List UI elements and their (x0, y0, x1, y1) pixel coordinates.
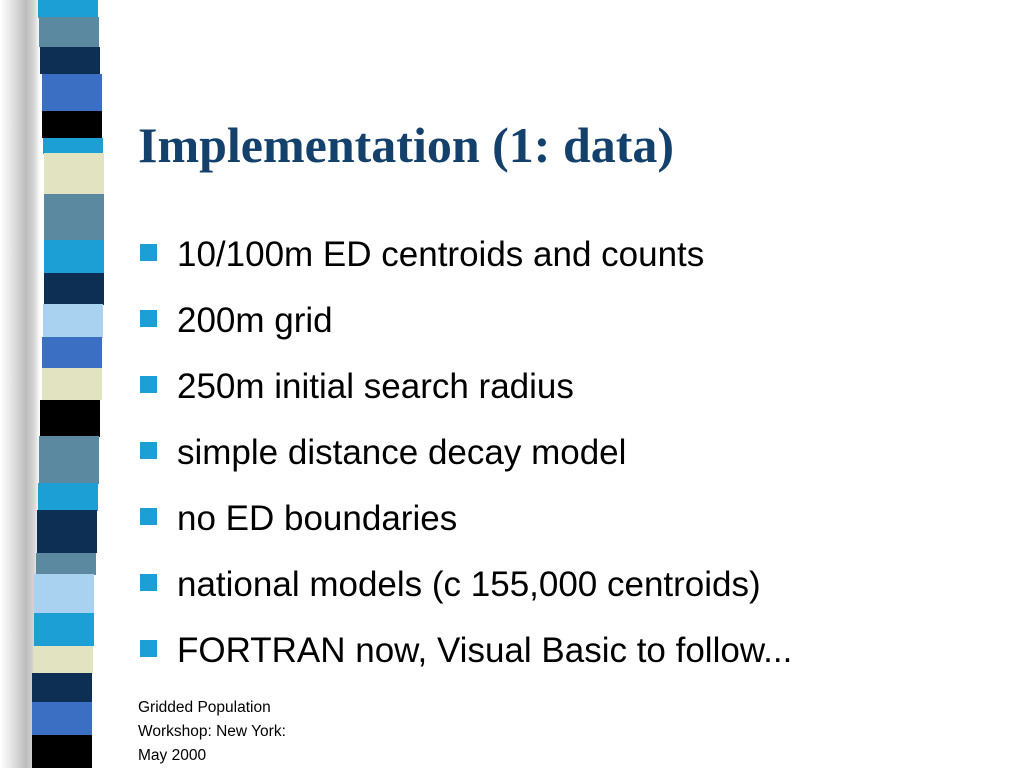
list-item (140, 228, 1020, 282)
square-bullet-icon (140, 442, 157, 459)
decoration-stripe (42, 368, 102, 400)
list-item-label: 10/100m ED centroids and counts (177, 235, 705, 274)
decoration-stripe (32, 673, 92, 703)
footer-line-3: May 2000 (138, 747, 207, 764)
decoration-stripe (44, 240, 104, 274)
list-item-label: 200m grid (177, 301, 333, 340)
square-bullet-icon (140, 508, 157, 525)
square-bullet-icon (140, 376, 157, 393)
list-item-label: no ED boundaries (177, 499, 458, 538)
decoration-stripe (38, 483, 98, 511)
decoration-stripe (38, 0, 98, 18)
decoration-stripe (44, 273, 104, 305)
list-item-label: FORTRAN now, Visual Basic to follow... (177, 631, 793, 670)
decoration-stripe (39, 17, 99, 47)
square-bullet-icon (140, 310, 157, 327)
page-title: Implementation (1: data) (138, 116, 675, 173)
decoration-stripe (44, 153, 104, 194)
decoration-stripe (34, 574, 94, 613)
decoration-stripe (43, 304, 103, 338)
list-item (140, 558, 1020, 612)
decoration-stripe (36, 553, 96, 575)
square-bullet-icon (140, 244, 157, 261)
decoration-stripe (34, 613, 94, 647)
list-item-label: 250m initial search radius (177, 367, 574, 406)
list-item (140, 294, 1020, 348)
list-item-label: national models (c 155,000 centroids) (177, 565, 761, 604)
slide-footer (138, 696, 558, 768)
square-bullet-icon (140, 640, 157, 657)
list-item-label: simple distance decay model (177, 433, 627, 472)
footer-line-1: Gridded Population (138, 699, 271, 716)
footer-line-2: Workshop: New York: (138, 723, 286, 740)
list-item (140, 492, 1020, 546)
decoration-stripe (32, 735, 92, 768)
color-stripes (38, 0, 98, 768)
square-bullet-icon (140, 574, 157, 591)
decoration-stripe (42, 337, 102, 369)
list-item (140, 624, 1020, 678)
list-item (140, 426, 1020, 480)
decoration-stripe (44, 194, 104, 241)
bullet-list (140, 228, 1020, 690)
decoration-stripe (39, 436, 99, 483)
decoration-stripe (37, 510, 97, 553)
list-item (140, 360, 1020, 414)
decoration-stripe (33, 646, 93, 674)
decoration-stripe (42, 74, 102, 111)
decoration-stripe (32, 702, 92, 736)
decoration-stripe (42, 111, 102, 139)
decoration-stripe (40, 400, 100, 437)
left-decoration-band (0, 0, 110, 768)
decoration-stripe (40, 47, 100, 75)
decoration-stripe (43, 138, 103, 154)
